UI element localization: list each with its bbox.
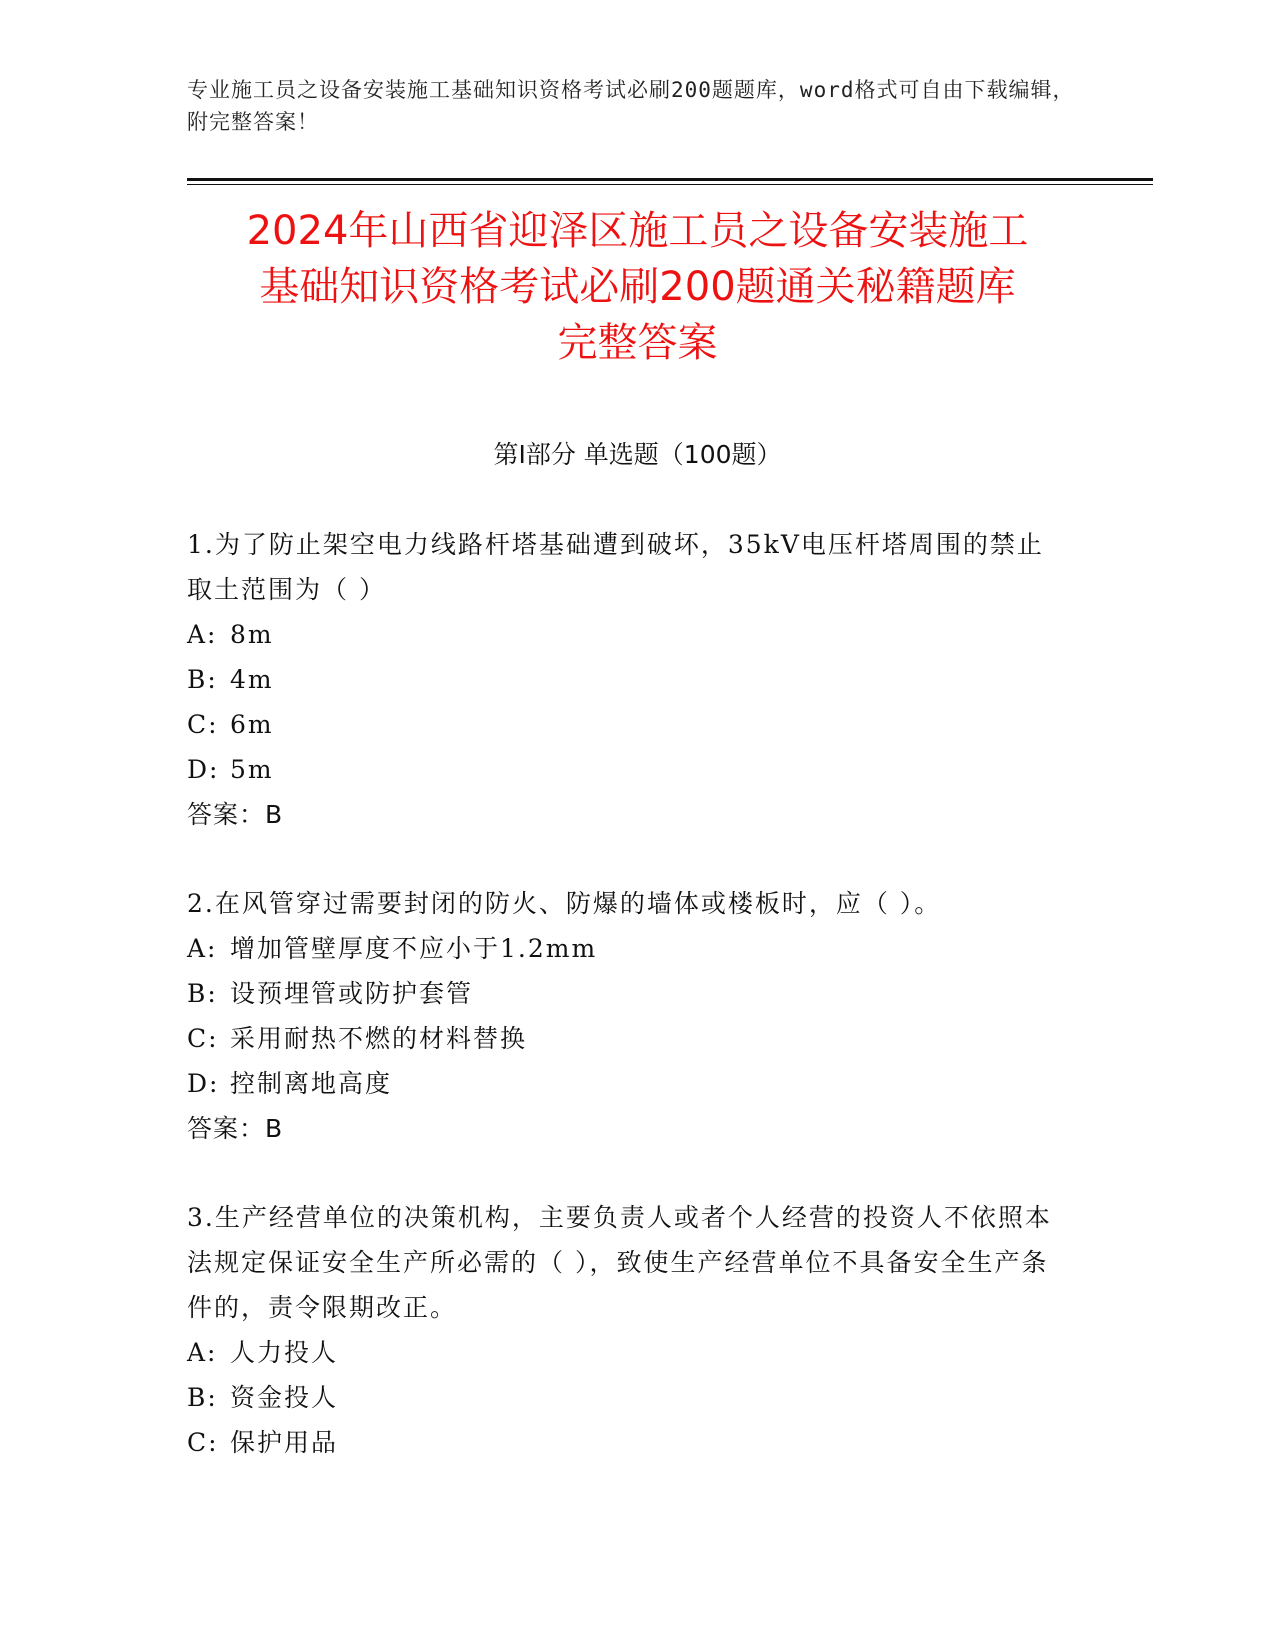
option-key: C: bbox=[187, 710, 219, 739]
option-a bbox=[187, 612, 1067, 657]
question-stem: 2.在风管穿过需要封闭的防火、防爆的墙体或楼板时，应（ ）。 bbox=[187, 889, 942, 918]
option-b bbox=[187, 971, 1067, 1016]
question-3 bbox=[187, 1195, 1067, 1465]
option-a bbox=[187, 926, 1067, 971]
answer-line: 答案：B bbox=[187, 800, 284, 829]
option-text: 设预埋管或防护套管 bbox=[230, 979, 474, 1008]
option-c bbox=[187, 702, 1067, 747]
option-text: 控制离地高度 bbox=[230, 1069, 393, 1098]
option-a bbox=[187, 1330, 1067, 1375]
option-key: B: bbox=[187, 979, 218, 1008]
option-key: D: bbox=[187, 1069, 220, 1098]
option-key: C: bbox=[187, 1024, 219, 1053]
document-title bbox=[150, 203, 1125, 371]
option-key: B: bbox=[187, 1383, 218, 1412]
option-d bbox=[187, 1061, 1067, 1106]
option-key: A: bbox=[187, 1338, 218, 1367]
title-line-1: 2024年山西省迎泽区施工员之设备安装施工 bbox=[246, 208, 1029, 254]
option-text: 资金投人 bbox=[230, 1383, 339, 1412]
section-heading: 第Ⅰ部分 单选题（100题） bbox=[493, 440, 782, 469]
question-stem: 3.生产经营单位的决策机构，主要负责人或者个人经营的投资人不依照本法规定保证安全生产所必需的（ ），致使生产经营单位不具备安全生产条件的，责令限期改正。 bbox=[187, 1203, 1052, 1322]
option-key: D: bbox=[187, 755, 220, 784]
question-2 bbox=[187, 881, 1067, 1151]
title-line-3: 完整答案 bbox=[557, 320, 718, 366]
header-rule-thick bbox=[187, 178, 1153, 181]
option-key: A: bbox=[187, 934, 218, 963]
option-b bbox=[187, 657, 1067, 702]
option-c bbox=[187, 1420, 1067, 1465]
option-d bbox=[187, 747, 1067, 792]
answer-line: 答案：B bbox=[187, 1114, 284, 1143]
option-text: 8m bbox=[230, 620, 274, 649]
question-list bbox=[187, 522, 1067, 1509]
option-text: 人力投人 bbox=[230, 1338, 339, 1367]
option-text: 采用耐热不燃的材料替换 bbox=[230, 1024, 528, 1053]
option-text: 5m bbox=[230, 755, 274, 784]
option-text: 4m bbox=[230, 665, 274, 694]
option-key: A: bbox=[187, 620, 218, 649]
option-b bbox=[187, 1375, 1067, 1420]
option-text: 增加管壁厚度不应小于1.2mm bbox=[230, 934, 598, 963]
option-text: 6m bbox=[230, 710, 274, 739]
question-1 bbox=[187, 522, 1067, 837]
option-key: C: bbox=[187, 1428, 219, 1457]
header-note: 专业施工员之设备安装施工基础知识资格考试必刷200题题库，word格式可自由下载编辑，附完整答案！ bbox=[187, 78, 1075, 134]
header-rule-thin bbox=[187, 184, 1153, 185]
option-key: B: bbox=[187, 665, 218, 694]
option-text: 保护用品 bbox=[230, 1428, 339, 1457]
question-stem: 1.为了防止架空电力线路杆塔基础遭到破坏，35kV电压杆塔周围的禁止取土范围为（ ） bbox=[187, 530, 1044, 604]
title-line-2: 基础知识资格考试必刷200题通关秘籍题库 bbox=[259, 264, 1016, 310]
option-c bbox=[187, 1016, 1067, 1061]
